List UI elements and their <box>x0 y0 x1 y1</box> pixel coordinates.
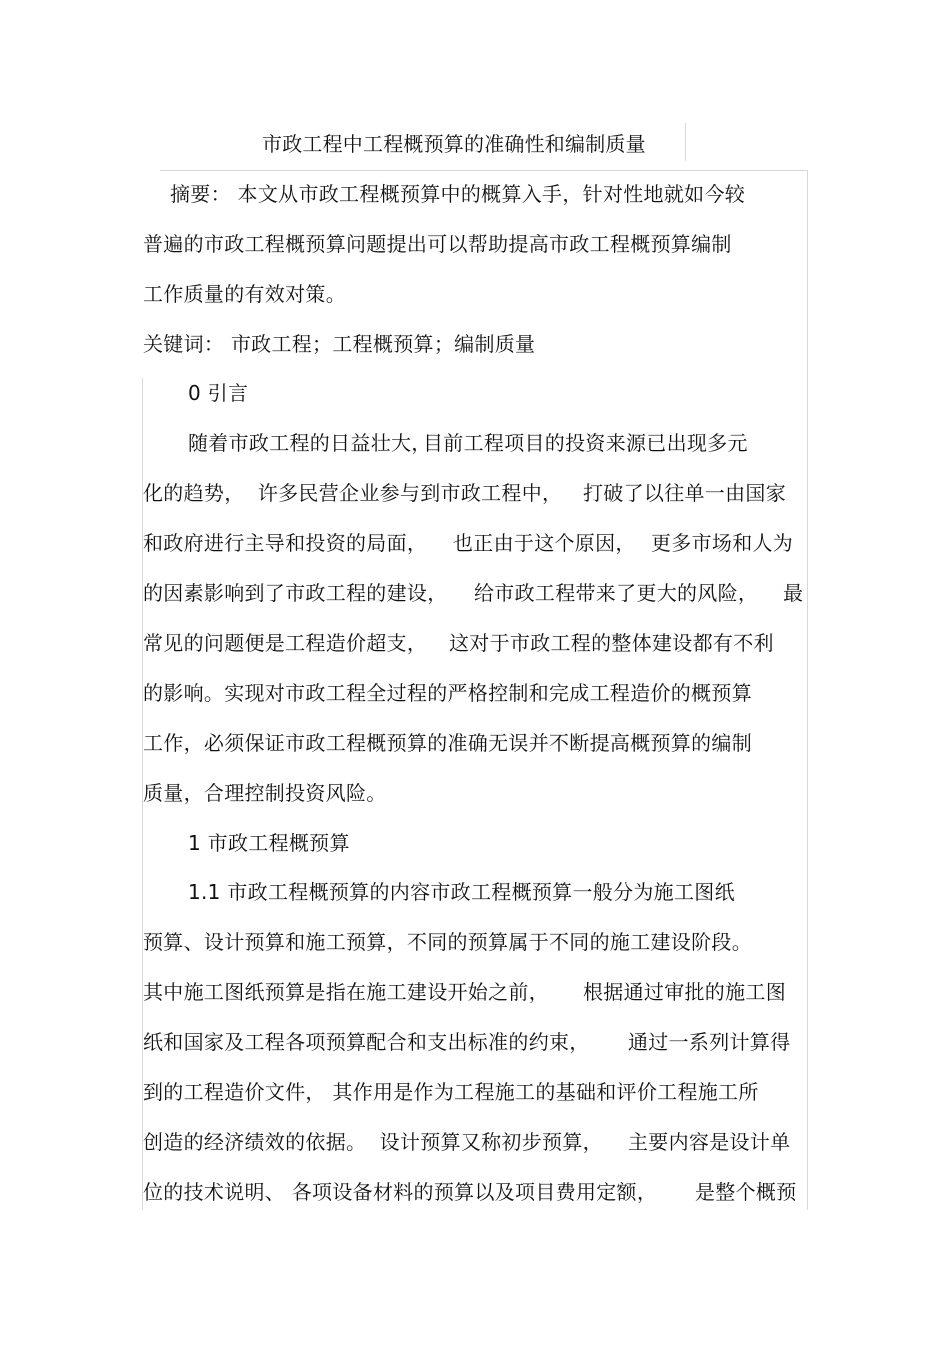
keywords-line: 关键词： 市政工程；工程概预算；编制质量 <box>143 332 536 356</box>
paragraph-line <box>143 529 794 557</box>
paragraph-line: 的影响。实现对市政工程全过程的严格控制和完成工程造价的概预算 <box>143 681 752 705</box>
paragraph-line <box>143 629 774 657</box>
paragraph-line <box>143 1178 797 1206</box>
section-heading-0: 0 引言 <box>188 381 249 405</box>
text-segment: 通过一系列计算得 <box>628 1030 791 1054</box>
text-segment: 和政府进行主导和投资的局面， <box>143 531 428 555</box>
text-segment: 更多市场和人为 <box>651 531 794 555</box>
abstract-line-2: 普遍的市政工程概预算问题提出可以帮助提高市政工程概预算编制 <box>143 232 732 256</box>
text-segment: 随着市政工程的日益壮大， <box>188 431 432 455</box>
text-right-border <box>807 170 808 1210</box>
paragraph-line <box>143 1028 791 1056</box>
section-heading-1: 1 市政工程概预算 <box>188 831 350 855</box>
text-segment: 打破了以往单一由国家 <box>583 481 786 505</box>
text-segment: 的因素影响到了市政工程的建设， <box>143 581 448 605</box>
abstract-line-1: 摘要： 本文从市政工程概预算中的概算入手，针对性地就如今较 <box>170 182 746 206</box>
document-title: 市政工程中工程概预算的准确性和编制质量 <box>262 132 646 156</box>
abstract-line-3: 工作质量的有效对策。 <box>143 282 346 306</box>
text-segment: 纸和国家及工程各项预算配合和支出标准的约束， <box>143 1030 590 1054</box>
paragraph-line: 质量，合理控制投资风险。 <box>143 781 387 805</box>
text-segment: 创造的经济绩效的依据。 设计预算又称初步预算， <box>143 1130 603 1154</box>
text-segment: 位的技术说明、 各项设备材料的预算以及项目费用定额， <box>143 1180 658 1204</box>
text-segment: 主要内容是设计单 <box>628 1130 791 1154</box>
text-segment: 给市政工程带来了更大的风险， <box>474 581 759 605</box>
paragraph-line <box>143 479 786 507</box>
paragraph-line <box>143 1128 791 1156</box>
text-segment: 是整个概预 <box>695 1180 797 1204</box>
paragraph-line <box>143 978 786 1006</box>
text-segment: 化的趋势， 许多民营企业参与到市政工程中， <box>143 481 563 505</box>
text-segment: 常见的问题便是工程造价超支， <box>143 631 428 655</box>
text-segment: 其中施工图纸预算是指在施工建设开始之前， <box>143 980 549 1004</box>
title-right-border <box>685 123 686 161</box>
paragraph-line: 预算、设计预算和施工预算，不同的预算属于不同的施工建设阶段。 <box>143 930 752 954</box>
subsection-line: 1.1 市政工程概预算的内容市政工程概预算一般分为施工图纸 <box>188 880 735 904</box>
paragraph-line <box>188 429 748 457</box>
text-segment: 根据通过审批的施工图 <box>583 980 786 1004</box>
text-segment: 目前工程项目的投资来源已出现多元 <box>423 431 748 455</box>
paragraph-line: 工作，必须保证市政工程概预算的准确无误并不断提高概预算的编制 <box>143 731 752 755</box>
text-top-border <box>160 170 808 171</box>
paragraph-line: 到的工程造价文件， 其作用是作为工程施工的基础和评价工程施工所 <box>143 1080 759 1104</box>
paragraph-line <box>143 579 804 607</box>
text-segment: 也正由于这个原因， <box>453 531 636 555</box>
text-segment: 这对于市政工程的整体建设都有不利 <box>449 631 774 655</box>
text-segment: 最 <box>783 581 804 605</box>
